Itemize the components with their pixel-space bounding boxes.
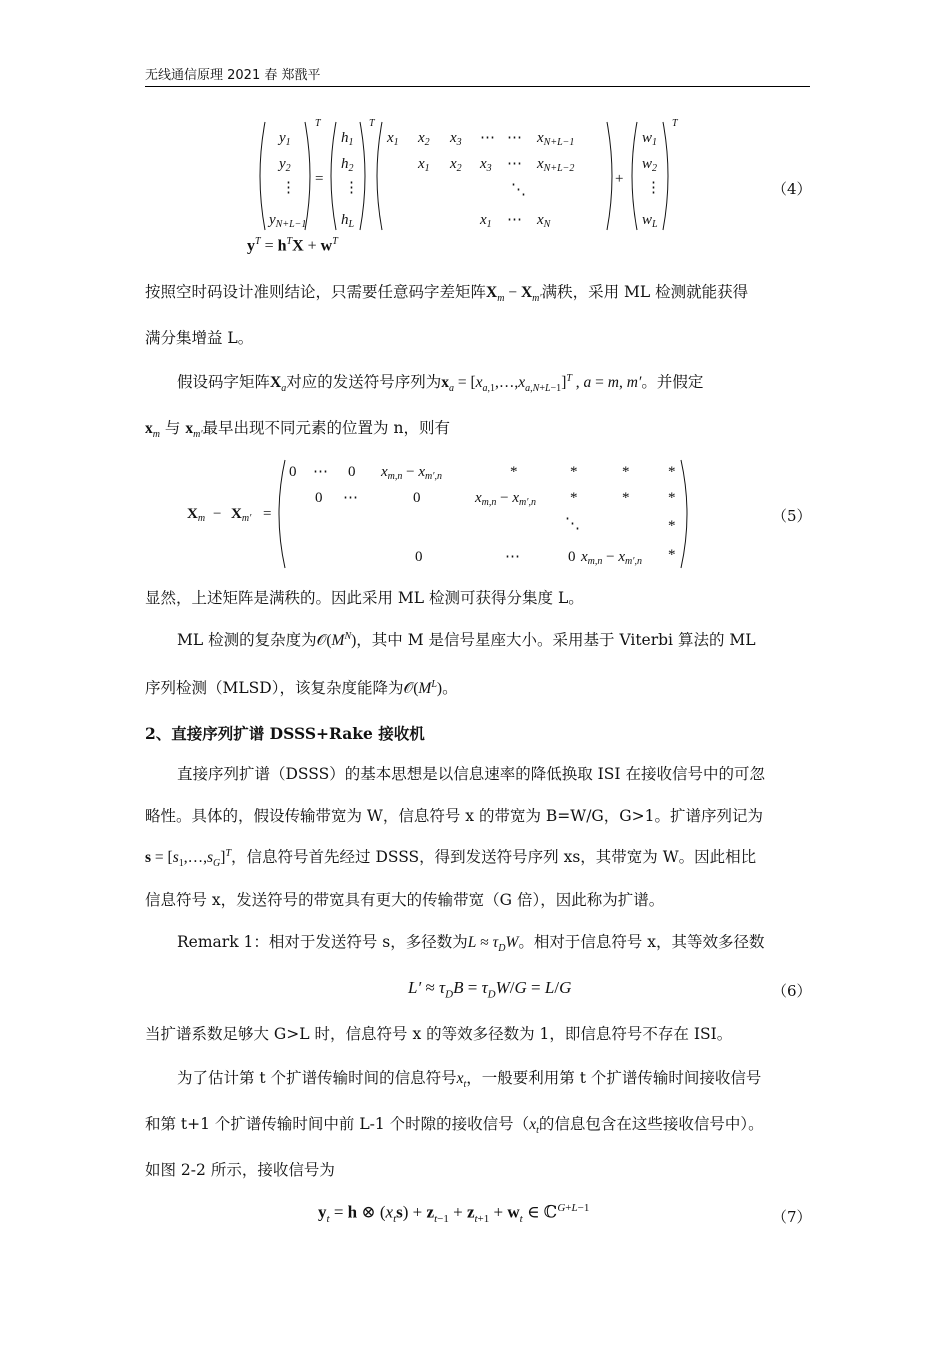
equation-6: $L' \approx \tau_DB = \tau_DW/G = L/G$ bbox=[408, 978, 572, 1001]
svg-text:yN+L−1: $y_{N+L-1}$ bbox=[269, 212, 307, 230]
para5-text-b: ，信息符号首先经过 DSSS，得到发送符号序列 xs，其带宽为 W。因此相比 bbox=[231, 848, 757, 866]
svg-text:⋮: ⋮ bbox=[281, 180, 296, 196]
equation-5-matrix bbox=[185, 456, 695, 574]
svg-text:xm,n − xm′,n: $x_{m,n} - x_{m',n}$ bbox=[581, 549, 642, 567]
svg-text:x1: $x_1$ bbox=[418, 156, 430, 174]
paragraph-8-line-2: 和第 t+1 个扩谱传输时间中前 L-1 个时隙的接收信号（$x_t$的信息包含在这些接收信号中）。 bbox=[145, 1115, 764, 1137]
svg-text:T: T bbox=[369, 118, 375, 129]
svg-text:h1: $h_1$ bbox=[341, 130, 354, 148]
svg-text:*: * bbox=[622, 490, 630, 506]
svg-text:wL: $w_L$ bbox=[642, 212, 658, 230]
svg-text:T: T bbox=[672, 118, 678, 129]
para8-text-c: 和第 t+1 个扩谱传输时间中前 L-1 个时隙的接收信号（ bbox=[145, 1115, 530, 1133]
paragraph-5-line-4: 信息符号 x，发送符号的带宽具有更大的传输带宽（G 倍），因此称为扩谱。 bbox=[145, 891, 665, 909]
para2-text-d: 与 bbox=[164, 419, 181, 437]
paragraph-1-line-2: 满分集增益 L。 bbox=[145, 329, 254, 347]
svg-text:*: * bbox=[668, 547, 676, 563]
svg-text:*: * bbox=[668, 490, 676, 506]
equation-5-number: （5） bbox=[772, 507, 812, 525]
svg-text:⋱: ⋱ bbox=[565, 516, 580, 532]
svg-text:*: * bbox=[570, 464, 578, 480]
para2-text-e: 最早出现不同元素的位置为 n，则有 bbox=[202, 419, 450, 437]
paragraph-4-line-1: ML 检测的复杂度为$𝒪(M^N)$，其中 M 是信号星座大小。采用基于 Viterbi 算法的 ML bbox=[177, 630, 756, 649]
para2-text-b: 对应的发送符号序列为 bbox=[286, 373, 442, 391]
paragraph-2-line-1: 假设码字矩阵$X_a$对应的发送符号序列为$x_a$ = $[x_{a,1},\dots,x_{a,N+L-1}]^T$ , a = m, m′。并假定 bbox=[177, 372, 704, 395]
svg-text:xN+L−2: $x_{N+L-2}$ bbox=[537, 156, 575, 174]
svg-text:*: * bbox=[510, 464, 518, 480]
svg-text:⋯: ⋯ bbox=[480, 130, 495, 146]
svg-text:⋱: ⋱ bbox=[511, 182, 526, 198]
svg-text:y1: $y_1$ bbox=[279, 130, 291, 148]
svg-text:w1: $w_1$ bbox=[642, 130, 658, 148]
svg-text:⋯: ⋯ bbox=[507, 212, 522, 228]
svg-text:xN+L−1: $x_{N+L-1}$ bbox=[537, 130, 575, 148]
svg-text:0: 0 bbox=[289, 464, 297, 480]
para4-text-b: ，其中 M 是信号星座大小。采用基于 Viterbi 算法的 ML bbox=[356, 631, 756, 649]
svg-text:x1: $x_1$ bbox=[387, 130, 399, 148]
equation-6-number: （6） bbox=[772, 982, 812, 1000]
svg-text:0: 0 bbox=[315, 490, 323, 506]
svg-text:Xm′: $X_{m'}$ bbox=[231, 506, 252, 524]
para2-text-c: 。并假定 bbox=[641, 373, 704, 391]
svg-text:h2: $h_2$ bbox=[341, 156, 354, 174]
svg-text:=: = bbox=[263, 506, 272, 522]
paragraph-8-line-1: 为了估计第 t 个扩谱传输时间的信息符号$x_t$，一般要利用第 t 个扩谱传输时间接收信号 bbox=[177, 1069, 762, 1091]
paragraph-1-line-1: 按照空时码设计准则结论，只需要任意码字差矩阵$X_m - X_{m'}$满秩，采用 ML 检测就能获得 bbox=[145, 283, 749, 305]
svg-text:x3: $x_3$ bbox=[450, 130, 462, 148]
paragraph-7-line-1: 当扩谱系数足够大 G>L 时，信息符号 x 的等效多径数为 1，即信息符号不存在 ISI。 bbox=[145, 1025, 733, 1043]
paragraph-3-line-1: 显然，上述矩阵是满秩的。因此采用 ML 检测可获得分集度 L。 bbox=[145, 589, 584, 607]
svg-text:⋯: ⋯ bbox=[507, 130, 522, 146]
paragraph-4-line-2: 序列检测（MLSD），该复杂度能降为$𝒪(M^L)$。 bbox=[145, 678, 458, 697]
svg-text:+: + bbox=[615, 171, 624, 187]
equation-4-compact: $y^T = h^TX + w^T$ bbox=[247, 236, 338, 255]
svg-text:T: T bbox=[315, 118, 321, 129]
svg-text:⋯: ⋯ bbox=[505, 549, 520, 565]
para4-text-a: ML 检测的复杂度为 bbox=[177, 631, 317, 649]
svg-text:x2: $x_2$ bbox=[450, 156, 462, 174]
svg-text:⋯: ⋯ bbox=[507, 156, 522, 172]
para4-text-c: 序列检测（MLSD），该复杂度能降为 bbox=[145, 679, 404, 697]
svg-text:x2: $x_2$ bbox=[418, 130, 430, 148]
svg-text:0: 0 bbox=[415, 549, 423, 565]
svg-text:−: − bbox=[213, 506, 222, 522]
svg-text:*: * bbox=[668, 464, 676, 480]
para8-text-a: 为了估计第 t 个扩谱传输时间的信息符号 bbox=[177, 1069, 457, 1087]
svg-text:xm,n − xm′,n: $x_{m,n} - x_{m',n}$ bbox=[381, 464, 442, 482]
equation-7-number: （7） bbox=[772, 1208, 812, 1226]
svg-text:⋯: ⋯ bbox=[313, 464, 328, 480]
header-rule bbox=[145, 86, 810, 87]
section-2-heading: 2、直接序列扩谱 DSSS+Rake 接收机 bbox=[145, 724, 425, 743]
svg-text:*: * bbox=[668, 518, 676, 534]
svg-text:0: 0 bbox=[413, 490, 421, 506]
equation-7: $y_t = h$ ⊗ $(x_ts) + z_{t-1} + z_{t+1} + w_t$ ∈ ℂ$^{G+L-1}$ bbox=[318, 1202, 590, 1226]
para8-text-b: ，一般要利用第 t 个扩谱传输时间接收信号 bbox=[466, 1069, 762, 1087]
svg-text:xN: $x_N$ bbox=[537, 212, 551, 230]
para1-text-a: 按照空时码设计准则结论，只需要任意码字差矩阵 bbox=[145, 283, 487, 301]
svg-text:*: * bbox=[622, 464, 630, 480]
svg-text:hL: $h_L$ bbox=[341, 212, 355, 230]
para4-text-d: 。 bbox=[442, 679, 458, 697]
svg-text:0: 0 bbox=[348, 464, 356, 480]
paragraph-2-line-2: $x_m$ 与 $x_{m'}$最早出现不同元素的位置为 n，则有 bbox=[145, 419, 450, 441]
svg-text:x3: $x_3$ bbox=[480, 156, 492, 174]
para2-text-a: 假设码字矩阵 bbox=[177, 373, 271, 391]
equation-4-number: （4） bbox=[772, 180, 812, 198]
svg-text:*: * bbox=[570, 490, 578, 506]
svg-text:⋮: ⋮ bbox=[646, 180, 661, 196]
para6-text-a: Remark 1：相对于发送符号 s，多径数为 bbox=[177, 933, 468, 951]
page-header: 无线通信原理 2021 春 郑戬平 bbox=[145, 68, 321, 83]
svg-text:y2: $y_2$ bbox=[279, 156, 291, 174]
svg-text:=: = bbox=[315, 171, 324, 187]
svg-text:0: 0 bbox=[568, 549, 576, 565]
paragraph-6-line-1: Remark 1：相对于发送符号 s，多径数为$L \approx \tau_DW$。相对于信息符号 x，其等效多径数 bbox=[177, 933, 765, 955]
paragraph-8-line-3: 如图 2-2 所示，接收信号为 bbox=[145, 1161, 335, 1179]
paragraph-5-line-3: $s = [s_1,\dots,s_G]^T$，信息符号首先经过 DSSS，得到发送符号序列 xs，其带宽为 W。因此相比 bbox=[145, 847, 757, 870]
svg-text:⋮: ⋮ bbox=[344, 180, 359, 196]
svg-text:⋯: ⋯ bbox=[343, 490, 358, 506]
svg-text:w2: $w_2$ bbox=[642, 156, 658, 174]
para8-text-d: 的信息包含在这些接收信号中）。 bbox=[538, 1115, 764, 1133]
svg-text:x1: $x_1$ bbox=[480, 212, 492, 230]
paragraph-5-line-1: 直接序列扩谱（DSSS）的基本思想是以信息速率的降低换取 ISI 在接收信号中的可忽 bbox=[177, 765, 765, 783]
para1-text-b: 满秩，采用 ML 检测就能获得 bbox=[541, 283, 749, 301]
equation-4-matrix bbox=[245, 116, 695, 236]
paragraph-5-line-2: 略性。具体的，假设传输带宽为 W，信息符号 x 的带宽为 B=W/G，G>1。扩谱序列记为 bbox=[145, 807, 764, 825]
svg-text:xm,n − xm′,n: $x_{m,n} - x_{m',n}$ bbox=[475, 490, 536, 508]
para6-text-b: 。相对于信息符号 x，其等效多径数 bbox=[518, 933, 765, 951]
svg-text:Xm: $X_m$ bbox=[187, 506, 206, 524]
